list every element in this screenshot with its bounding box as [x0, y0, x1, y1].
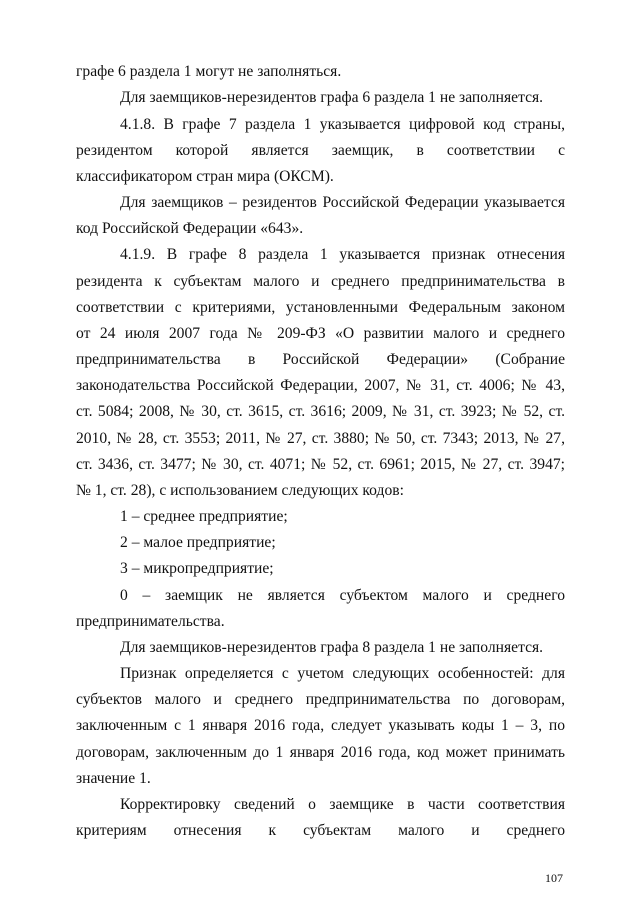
text-line: 2010, № 28, ст. 3553; 2011, № 27, ст. 3880; № 50, ст. 7343; 2013, № 27,	[76, 430, 565, 447]
text-line: договорам, заключенным до 1 января 2016 года, код может принимать	[76, 744, 565, 761]
text-line: 4.1.8. В графе 7 раздела 1 указывается цифровой код страны,	[120, 116, 565, 133]
text-line: Для заемщиков – резидентов Российской Федерации указывается	[120, 194, 565, 211]
list-item: 0 – заемщик не является субъектом малого и среднего	[120, 587, 565, 604]
text-line: № 1, ст. 28), с использованием следующих кодов:	[76, 482, 404, 499]
text-line: Для заемщиков-нерезидентов графа 8 раздела 1 не заполняется.	[120, 639, 544, 656]
list-item: 3 – микропредприятие;	[120, 560, 274, 577]
text-line: Корректировку сведений о заемщике в части соответствия	[120, 796, 565, 813]
text-line: резидентом которой является заемщик, в соответствии с	[76, 142, 565, 159]
text-line: ст. 3436, ст. 3477; № 30, ст. 4071; № 52, ст. 6961; 2015, № 27, ст. 3947;	[76, 456, 565, 473]
text-line: классификатором стран мира (ОКСМ).	[76, 168, 334, 185]
text-line: Для заемщиков-нерезидентов графа 6 раздела 1 не заполняется.	[120, 89, 544, 106]
text-line: субъектов малого и среднего предпринимательства по договорам,	[76, 691, 565, 708]
text-line: код Российской Федерации «643».	[76, 220, 304, 237]
text-line: значение 1.	[76, 770, 151, 787]
page-number: 107	[545, 871, 563, 885]
text-line: критериям отнесения к субъектам малого и среднего	[76, 822, 565, 839]
text-line: законодательства Российской Федерации, 2007, № 31, ст. 4006; № 43,	[76, 377, 565, 394]
text-line: предпринимательства.	[76, 613, 225, 630]
text-line: предпринимательства в Российской Федерации» (Собрание	[76, 351, 565, 368]
text-line: 4.1.9. В графе 8 раздела 1 указывается признак отнесения	[120, 246, 565, 263]
text-line: от 24 июля 2007 года № 209-ФЗ «О развитии малого и среднего	[76, 325, 565, 342]
text-line: соответствии с критериями, установленными Федеральным законом	[76, 299, 565, 316]
text-line: резидента к субъектам малого и среднего предпринимательства в	[76, 273, 565, 290]
text-line: графе 6 раздела 1 могут не заполняться.	[76, 63, 342, 80]
text-line: ст. 5084; 2008, № 30, ст. 3615, ст. 3616; 2009, № 31, ст. 3923; № 52, ст.	[76, 403, 565, 420]
text-line: Признак определяется с учетом следующих особенностей: для	[120, 665, 565, 682]
text-line: заключенным с 1 января 2016 года, следует указывать коды 1 – 3, по	[76, 717, 565, 734]
list-item: 2 – малое предприятие;	[120, 534, 276, 551]
list-item: 1 – среднее предприятие;	[120, 508, 288, 525]
